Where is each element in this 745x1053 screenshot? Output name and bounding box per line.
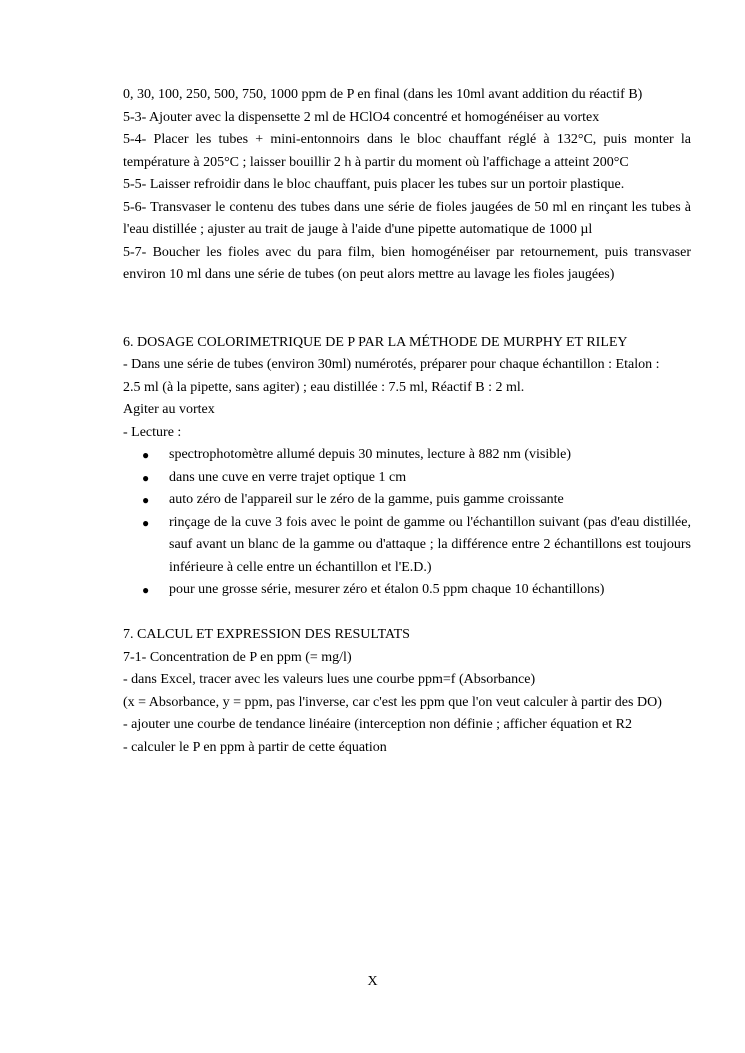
list-item-text: rinçage de la cuve 3 fois avec le point de gamme ou l'échantillon suivant (pas d'eau distillée, sauf avant un blanc de la gamme ou d'attaque ; la différence entre 2 échantillons est toujours inférieure à celle entre un échantillon et l'E.D.) (169, 514, 691, 575)
list-item-text: dans une cuve en verre trajet optique 1 cm (169, 469, 407, 485)
section-6-lecture-label: - Lecture : (123, 424, 182, 440)
section-6-intro: - Dans une série de tubes (environ 30ml) numérotés, préparer pour chaque échantillon : Etalon : (123, 357, 660, 372)
section-6-volumes: 2.5 ml (à la pipette, sans agiter) ; eau distillée : 7.5 ml, Réactif B : 2 ml. (123, 379, 525, 395)
list-item (123, 489, 691, 512)
list-item-text: spectrophotomètre allumé depuis 30 minutes, lecture à 882 nm (visible) (169, 447, 572, 462)
step-5-6: 5-6- Transvaser le contenu des tubes dans une série de fioles jaugées de 50 ml en rinçant les tubes à l'eau distillée ; ajuster au trait de jauge à l'aide d'une pipette automatique de 1000 µl (123, 199, 691, 237)
bullet-icon: ● (142, 448, 150, 462)
list-item-text: auto zéro de l'appareil sur le zéro de la gamme, puis gamme croissante (169, 492, 564, 507)
section-7-heading: 7. CALCUL ET EXPRESSION DES RESULTATS (123, 627, 410, 642)
bullet-icon: ● (142, 493, 150, 507)
section-6-heading: 6. DOSAGE COLORIMETRIQUE DE P PAR LA MÉTHODE DE MURPHY ET RILEY (123, 334, 628, 350)
section-7-excel: - dans Excel, tracer avec les valeurs lues une courbe ppm=f (Absorbance) (123, 672, 536, 687)
section-spacer (123, 602, 691, 625)
section-7-1-heading: 7-1- Concentration de P en ppm (= mg/l) (123, 649, 352, 665)
document-body (123, 84, 691, 759)
step-5-3: 5-3- Ajouter avec la dispensette 2 ml de HClO4 concentré et homogénéiser au vortex (123, 109, 600, 125)
section-6-vortex: Agiter au vortex (123, 402, 215, 417)
standard-range-line: 0, 30, 100, 250, 500, 750, 1000 ppm de P en final (dans les 10ml avant addition du réactif B) (123, 87, 643, 102)
list-item (123, 512, 691, 580)
list-item (123, 444, 691, 467)
list-item (123, 467, 691, 490)
section-7-trendline: - ajouter une courbe de tendance linéaire (interception non définie ; afficher équation et R2 (123, 717, 632, 732)
bullet-icon: ● (142, 470, 150, 485)
lecture-bullet-list (123, 444, 691, 602)
list-item (123, 579, 691, 602)
page-number: X (367, 974, 378, 989)
section-7-calculate: - calculer le P en ppm à partir de cette équation (123, 739, 387, 755)
bullet-icon: ● (142, 515, 150, 530)
section-spacer (123, 287, 691, 332)
step-5-5: 5-5- Laisser refroidir dans le bloc chauffant, puis placer les tubes sur un portoir plastique. (123, 177, 625, 192)
bullet-icon: ● (142, 583, 150, 597)
section-7-axes-note: (x = Absorbance, y = ppm, pas l'inverse, car c'est les ppm que l'on veut calculer à partir des DO) (123, 694, 662, 710)
step-5-7: 5-7- Boucher les fioles avec du para film, bien homogénéiser par retournement, puis transvaser environ 10 ml dans une série de tubes (on peut alors mettre au lavage les fioles jaugées) (123, 244, 691, 282)
list-item-text: pour une grosse série, mesurer zéro et étalon 0.5 ppm chaque 10 échantillons) (169, 582, 605, 597)
step-5-4: 5-4- Placer les tubes + mini-entonnoirs dans le bloc chauffant réglé à 132°C, puis monter la température à 205°C ; laisser bouillir 2 h à partir du moment où l'affichage a atteint 200°C (123, 132, 691, 170)
